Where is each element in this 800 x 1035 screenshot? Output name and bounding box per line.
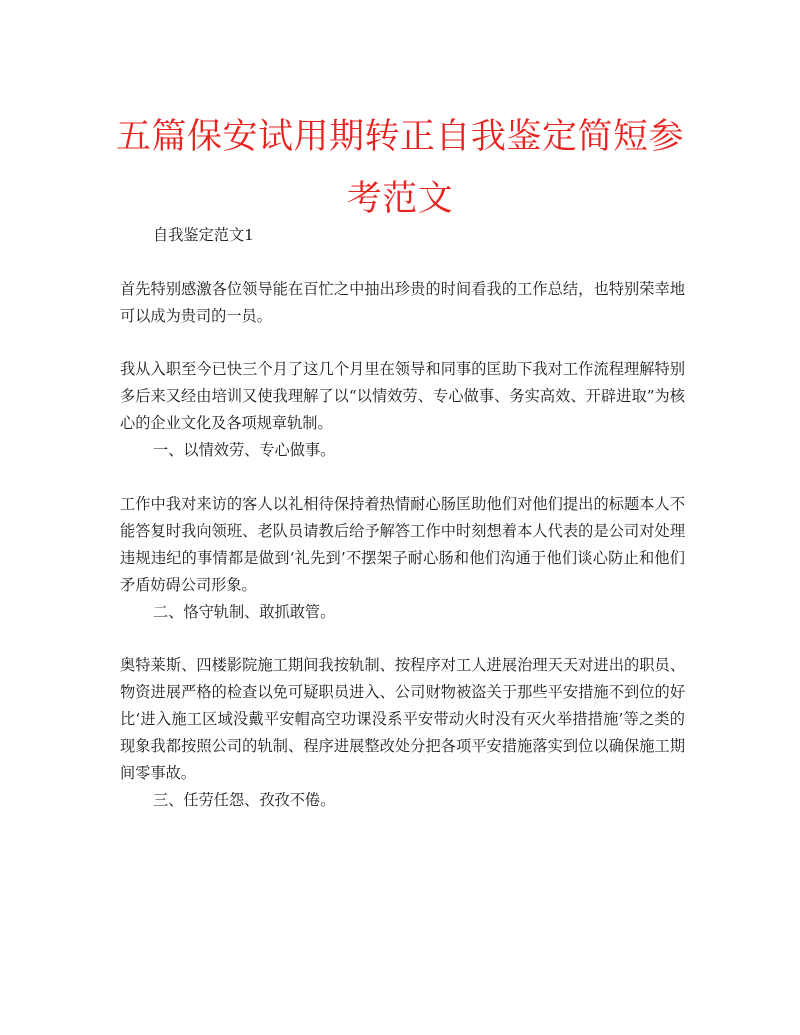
paragraph-service: 工作中我对来访的客人以礼相待保持着热情耐心肠匡助他们对他们提出的标题本人不能答复时我向领班、老队员请教后给予解答工作中时刻想着本人代表的是公司对处理违规违纪的事情都是做到‘礼先到’不摆架子耐心肠和他们沟通于他们谈心防止和他们矛盾妨碍公司形象。 <box>120 495 685 594</box>
subheading-two: 二、恪守轨制、敢抓敢管。 <box>153 603 336 621</box>
subheading-three: 三、任劳任怨、孜孜不倦。 <box>153 791 336 809</box>
subheading-one: 一、以情效劳、专心做事。 <box>153 441 336 459</box>
paragraph-onboarding: 我从入职至今已快三个月了这几个月里在领导和同事的匡助下我对工作流程理解特别多后来又经由培训又使我理解了以“以情效劳、专心做事、务实高效、开辟进取”为核心的企业文化及各项规章轨制。 <box>120 360 685 432</box>
paragraph-rules: 奥特莱斯、四楼影院施工期间我按轨制、按程序对工人进展治理天天对进出的职员、物资进展严格的检查以免可疑职员进入、公司财物被盗关于那些平安措施不到位的好比‘进入施工区域没戴平安帽高空功课没系平安带动火时没有灭火举措措施’等之类的现象我都按照公司的轨制、程序进展整改处分把各项平安措施落实到位以确保施工期间零事故。 <box>120 656 685 782</box>
document-title: 五篇保安试用期转正自我鉴定简短参考范文 <box>115 117 684 219</box>
document-body <box>120 222 685 814</box>
paragraph-intro: 首先特别感激各位领导能在百忙之中抽出珍贵的时间看我的工作总结，也特别荣幸地可以成为贵司的一员。 <box>120 280 685 325</box>
section-heading: 自我鉴定范文1 <box>153 226 254 244</box>
